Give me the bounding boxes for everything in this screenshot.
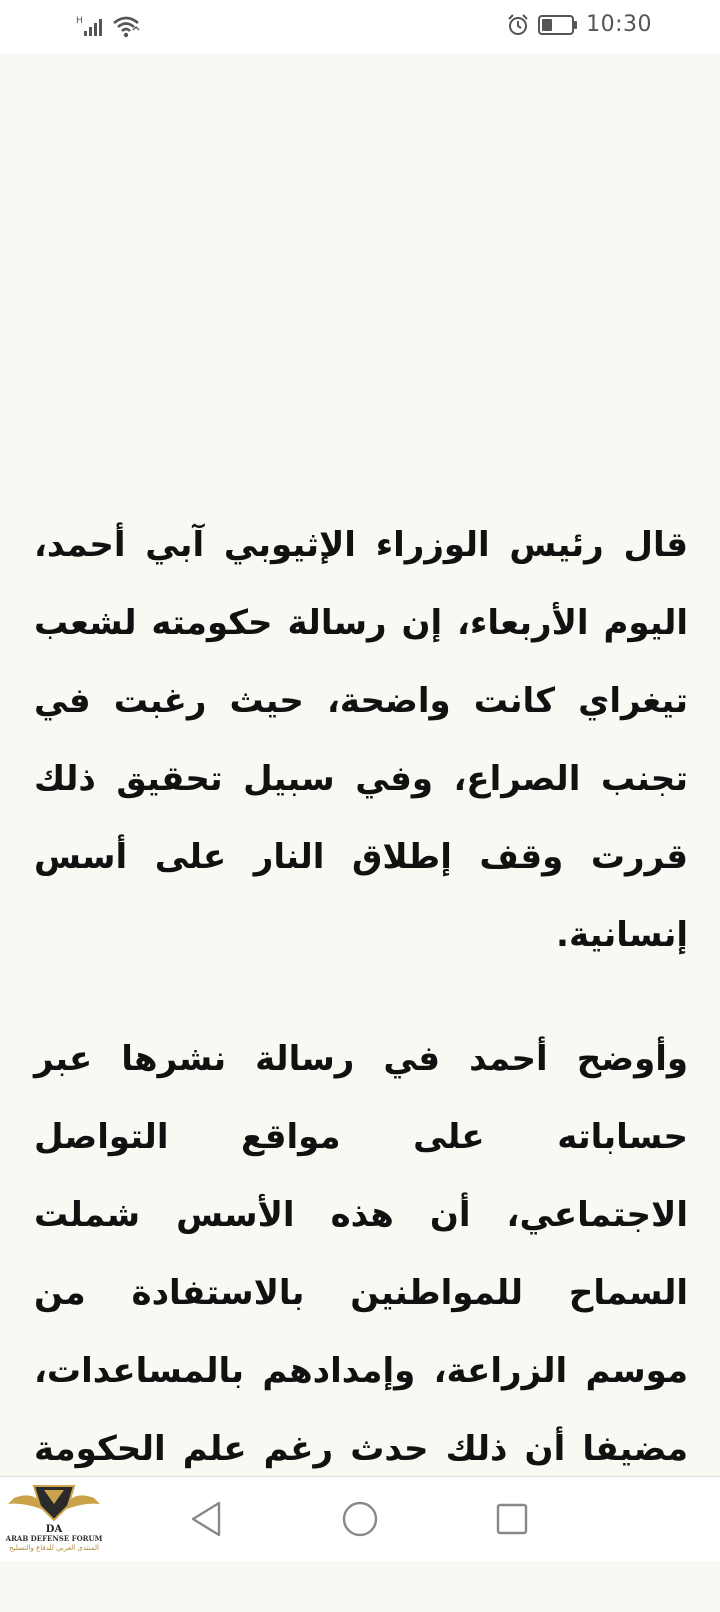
back-button[interactable] (184, 1497, 228, 1541)
article-body (34, 506, 688, 1612)
article-paragraph-1: قال رئيس الوزراء الإثيوبي آبي أحمد، اليوم الأربعاء، إن رسالة حكومته لشعب تيغراي كانت واضحة، حيث رغبت في تجنب الصراع، وفي سبيل تحقيق ذلك قررت وقف إطلاق النار على أسس إنسانية. (34, 525, 688, 955)
status-time: 10:30 (586, 12, 652, 37)
logo-mark-text: DA (45, 1524, 63, 1534)
status-bar (0, 0, 720, 54)
signal-icon (76, 14, 106, 38)
logo-english-title: ARAB DEFENSE FORUM (5, 1534, 103, 1543)
battery-icon (538, 14, 578, 36)
network-type-label: H (76, 16, 83, 26)
forum-watermark-logo (4, 1482, 104, 1558)
back-icon (189, 1500, 223, 1538)
home-icon (341, 1500, 379, 1538)
logo-arabic-title: المنتدى العربي للدفاع والتسليح (9, 1544, 99, 1552)
eagle-emblem-icon (4, 1482, 104, 1534)
status-left (76, 14, 140, 38)
article-view[interactable] (0, 54, 720, 1476)
wifi-icon (112, 14, 140, 38)
navigation-bar (0, 1476, 720, 1561)
recents-button[interactable] (490, 1497, 534, 1541)
home-button[interactable] (338, 1497, 382, 1541)
recents-icon (495, 1502, 529, 1536)
status-right (506, 12, 652, 37)
article-paragraph-2: وأوضح أحمد في رسالة نشرها عبر حساباته على مواقع التواصل الاجتماعي، أن هذه الأسس شملت السماح للمواطنين بالاستفادة من موسم الزراعة، وإمدادهم بالمساعدات، مضيفا أن ذلك حدث رغم علم الحكومة (34, 1039, 688, 1469)
alarm-icon (506, 13, 530, 37)
